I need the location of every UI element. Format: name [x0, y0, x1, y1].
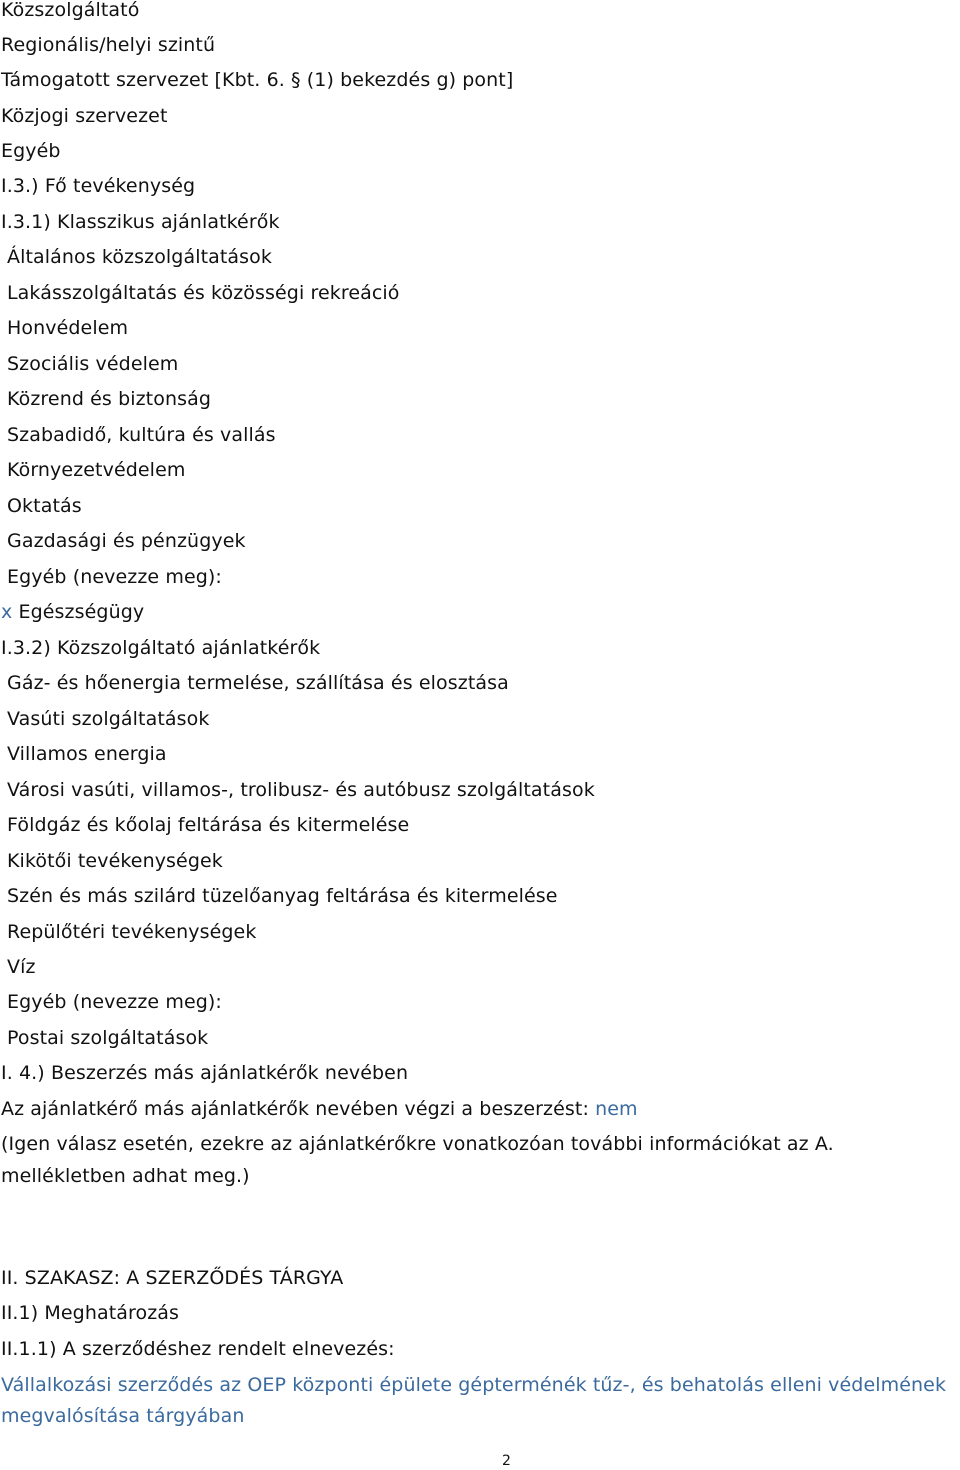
line-regionalis: Regionális/helyi szintű [1, 34, 216, 56]
utility-activity-item: Szén és más szilárd tüzelőanyag feltárása és kitermelése [7, 885, 558, 907]
page-number: 2 [502, 1453, 511, 1469]
section-ii-heading: II. SZAKASZ: A SZERZŐDÉS TÁRGYA [1, 1267, 344, 1289]
heading-kozszolgaltato-ajanlatkerok: I.3.2) Közszolgáltató ajánlatkérők [1, 637, 321, 659]
classic-activity-item: Oktatás [7, 495, 82, 517]
contract-title-line-2: megvalósítása tárgyában [1, 1405, 245, 1427]
utility-activity-item: Gáz- és hőenergia termelése, szállítása és elosztása [7, 672, 509, 694]
line-kozszolgaltato: Közszolgáltató [1, 0, 140, 21]
question-mas-nevében [1, 1097, 638, 1121]
note-line-2: mellékletben adhat meg.) [1, 1165, 250, 1187]
classic-activity-selected [1, 600, 144, 624]
heading-fo-tevekenyseg: I.3.) Fő tevékenység [1, 175, 196, 197]
utility-activity-item: Víz [7, 956, 36, 978]
selected-mark: x [1, 601, 13, 623]
utility-activity-item: Repülőtéri tevékenységek [7, 921, 257, 943]
heading-beszerzes-mas-nevében: I. 4.) Beszerzés más ajánlatkérők nevében [1, 1062, 409, 1084]
note-line-1: (Igen válasz esetén, ezekre az ajánlatkérőkre vonatkozóan további információkat az A. [1, 1133, 834, 1155]
classic-activity-item: Szabadidő, kultúra és vallás [7, 424, 276, 446]
selected-activity-label: Egészségügy [18, 601, 145, 623]
section-ii-1-heading: II.1) Meghatározás [1, 1302, 180, 1324]
classic-activity-item: Honvédelem [7, 317, 129, 339]
heading-klasszikus-ajanlatkerok: I.3.1) Klasszikus ajánlatkérők [1, 211, 280, 233]
line-kozjogi-szervezet: Közjogi szervezet [1, 105, 168, 127]
contract-title-line-1: Vállalkozási szerződés az OEP központi épülete gépterménék tűz-, és behatolás elleni védelmének [1, 1374, 947, 1396]
utility-activity-item: Postai szolgáltatások [7, 1027, 209, 1049]
line-egyeb: Egyéb [1, 140, 61, 162]
classic-activity-item: Általános közszolgáltatások [7, 246, 272, 268]
classic-activity-item: Gazdasági és pénzügyek [7, 530, 246, 552]
classic-activity-item: Lakásszolgáltatás és közösségi rekreáció [7, 282, 400, 304]
classic-activity-item: Közrend és biztonság [7, 388, 211, 410]
utility-activity-item: Villamos energia [7, 743, 167, 765]
utility-activity-item: Városi vasúti, villamos-, trolibusz- és autóbusz szolgáltatások [7, 779, 595, 801]
classic-activity-item: Szociális védelem [7, 353, 179, 375]
utility-activity-item: Földgáz és kőolaj feltárása és kitermelése [7, 814, 410, 836]
question-text: Az ajánlatkérő más ajánlatkérők nevében végzi a beszerzést: [1, 1098, 596, 1120]
utility-activity-item: Egyéb (nevezze meg): [7, 991, 222, 1013]
classic-activity-item: Egyéb (nevezze meg): [7, 566, 222, 588]
answer-value: nem [595, 1098, 638, 1120]
section-ii-1-1-heading: II.1.1) A szerződéshez rendelt elnevezés: [1, 1338, 395, 1360]
utility-activity-item: Vasúti szolgáltatások [7, 708, 210, 730]
utility-activity-item: Kikötői tevékenységek [7, 850, 223, 872]
classic-activity-item: Környezetvédelem [7, 459, 186, 481]
line-tamogatott-szervezet: Támogatott szervezet [Kbt. 6. § (1) bekezdés g) pont] [1, 69, 514, 91]
